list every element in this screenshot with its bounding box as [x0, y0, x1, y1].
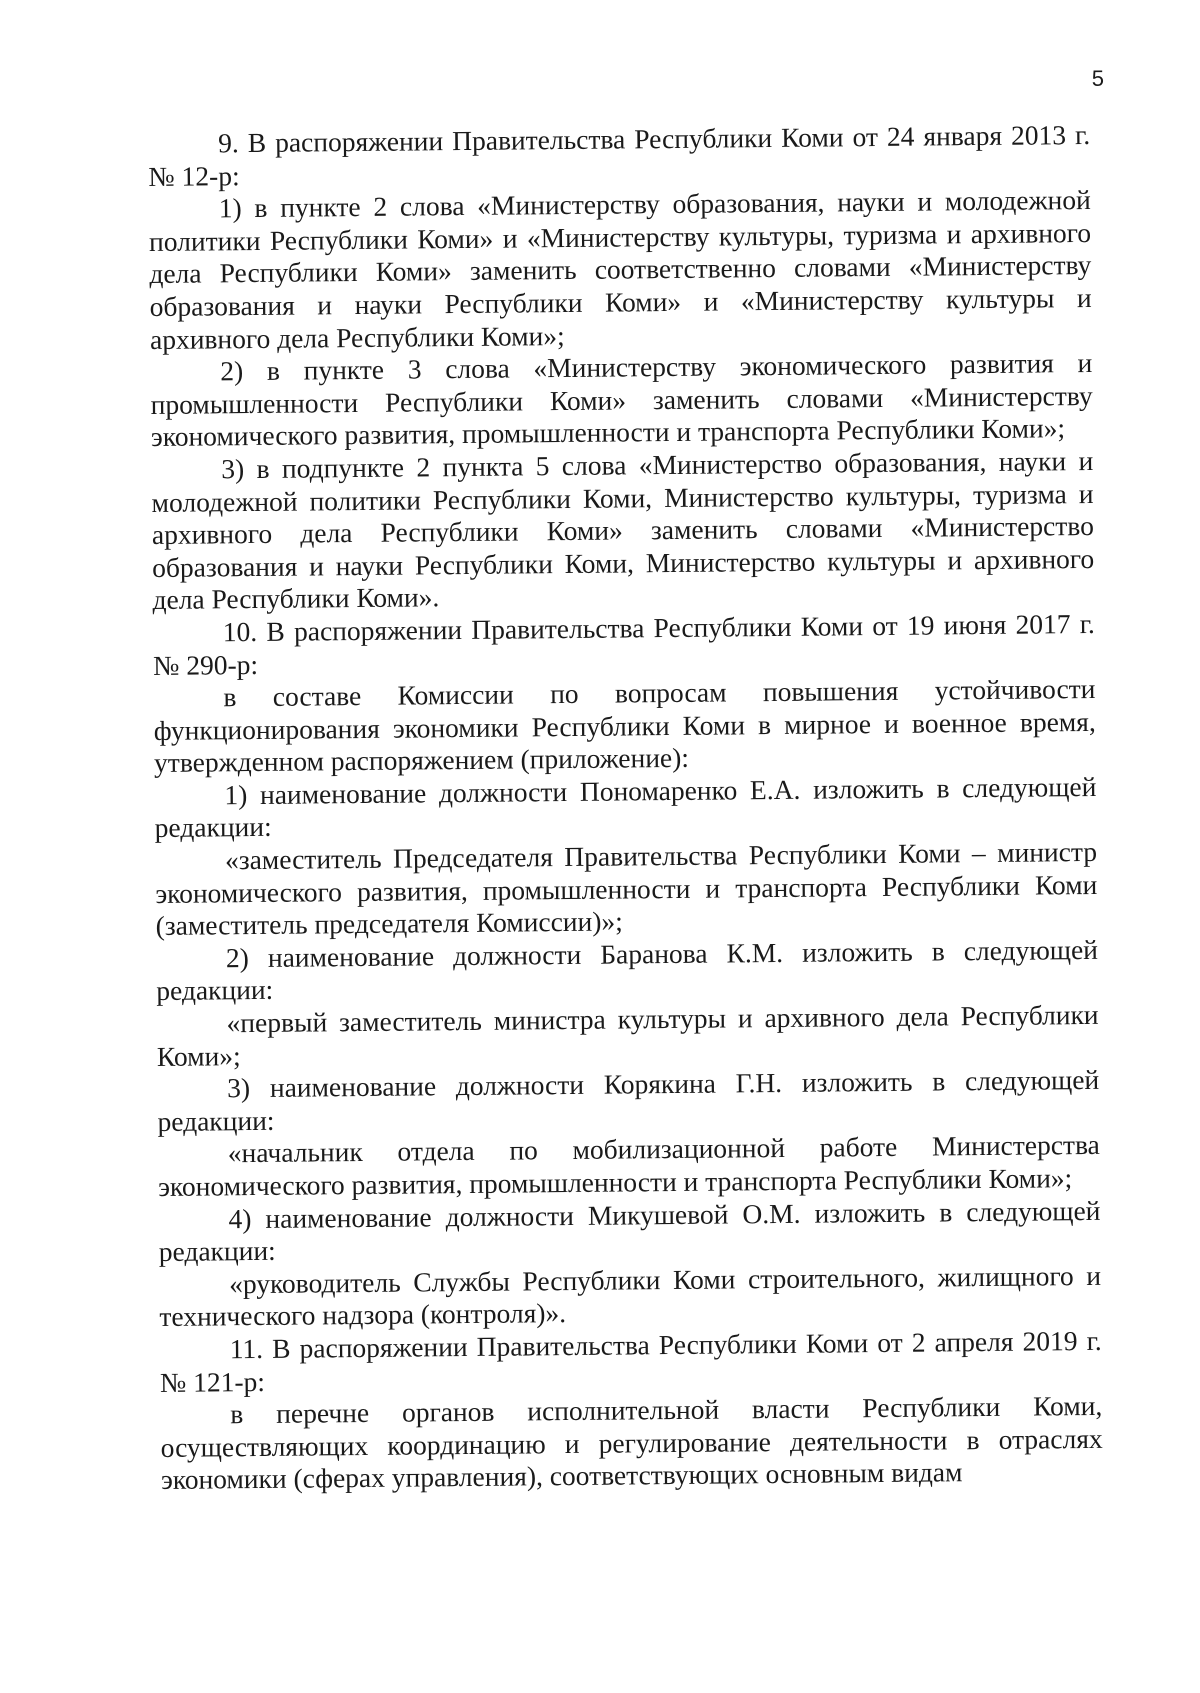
paragraph-item-10-intro: в составе Комиссии по вопросам повышения устойчивости функционирования экономики Республики Коми в мирное и военное время, утвержденном распоряжением (приложение):	[153, 673, 1096, 779]
paragraph-item-10-3: 3) наименование должности Корякина Г.Н. изложить в следующей редакции:	[157, 1064, 1100, 1137]
paragraph-item-11-intro: в перечне органов исполнительной власти Республики Коми, осуществляющих координацию и регулирование деятельности в отраслях экономики (сферах управления), соответствующих основным видам	[160, 1390, 1103, 1496]
paragraph-item-10-heading: 10. В распоряжении Правительства Республики Коми от 19 июня 2017 г. № 290-р:	[153, 607, 1095, 681]
paragraph-item-9-3: 3) в подпункте 2 пункта 5 слова «Министерство образования, науки и молодежной политики Республики Коми, Министерство культуры, туризма и архивного дела Республики Коми» заменить словами «Министерство образования и науки Республики Коми, Министерство культуры и архивного дела Республики Коми».	[151, 444, 1095, 616]
paragraph-item-10-4-quote: «руководитель Службы Республики Коми строительного, жилищного и технического надзора (контроля)».	[159, 1259, 1102, 1333]
paragraph-item-10-1-quote: «заместитель Председателя Правительства Республики Коми – министр экономического развития, промышленности и транспорта Республики Коми (заместитель председателя Комиссии)»;	[155, 835, 1098, 942]
paragraph-item-11-heading: 11. В распоряжении Правительства Республики Коми от 2 апреля 2019 г. № 121-р:	[159, 1324, 1102, 1398]
paragraph-item-10-2: 2) наименование должности Баранова К.М. изложить в следующей редакции:	[156, 933, 1099, 1007]
paragraph-item-10-1: 1) наименование должности Пономаренко Е.А. изложить в следующей редакции:	[154, 770, 1097, 844]
page-number: 5	[1091, 66, 1104, 91]
paragraph-item-9-heading: 9. В распоряжении Правительства Республики Коми от 24 января 2013 г. № 12-р:	[148, 118, 1091, 192]
paragraph-item-10-2-quote: «первый заместитель министра культуры и архивного дела Республики Коми»;	[156, 998, 1099, 1072]
paragraph-item-10-4: 4) наименование должности Микушевой О.М. изложить в следующей редакции:	[158, 1194, 1101, 1268]
paragraph-item-10-3-quote: «начальник отдела по мобилизационной работе Министерства экономического развития, промышленности и транспорта Республики Коми»;	[158, 1129, 1100, 1202]
document-body	[148, 119, 1103, 1497]
paragraph-item-9-2: 2) в пункте 3 слова «Министерству экономического развития и промышленности Республики Коми» заменить словами «Министерству экономического развития, промышленности и транспорта Республики Коми»;	[150, 347, 1093, 453]
paragraph-item-9-1: 1) в пункте 2 слова «Министерству образования, науки и молодежной политики Республики Коми» и «Министерству культуры, туризма и архивного дела Республики Коми» заменить соответственно словами «Министерству образования и науки Республики Коми» и «Министерству культуры и архивного дела Республики Коми»;	[148, 184, 1092, 355]
